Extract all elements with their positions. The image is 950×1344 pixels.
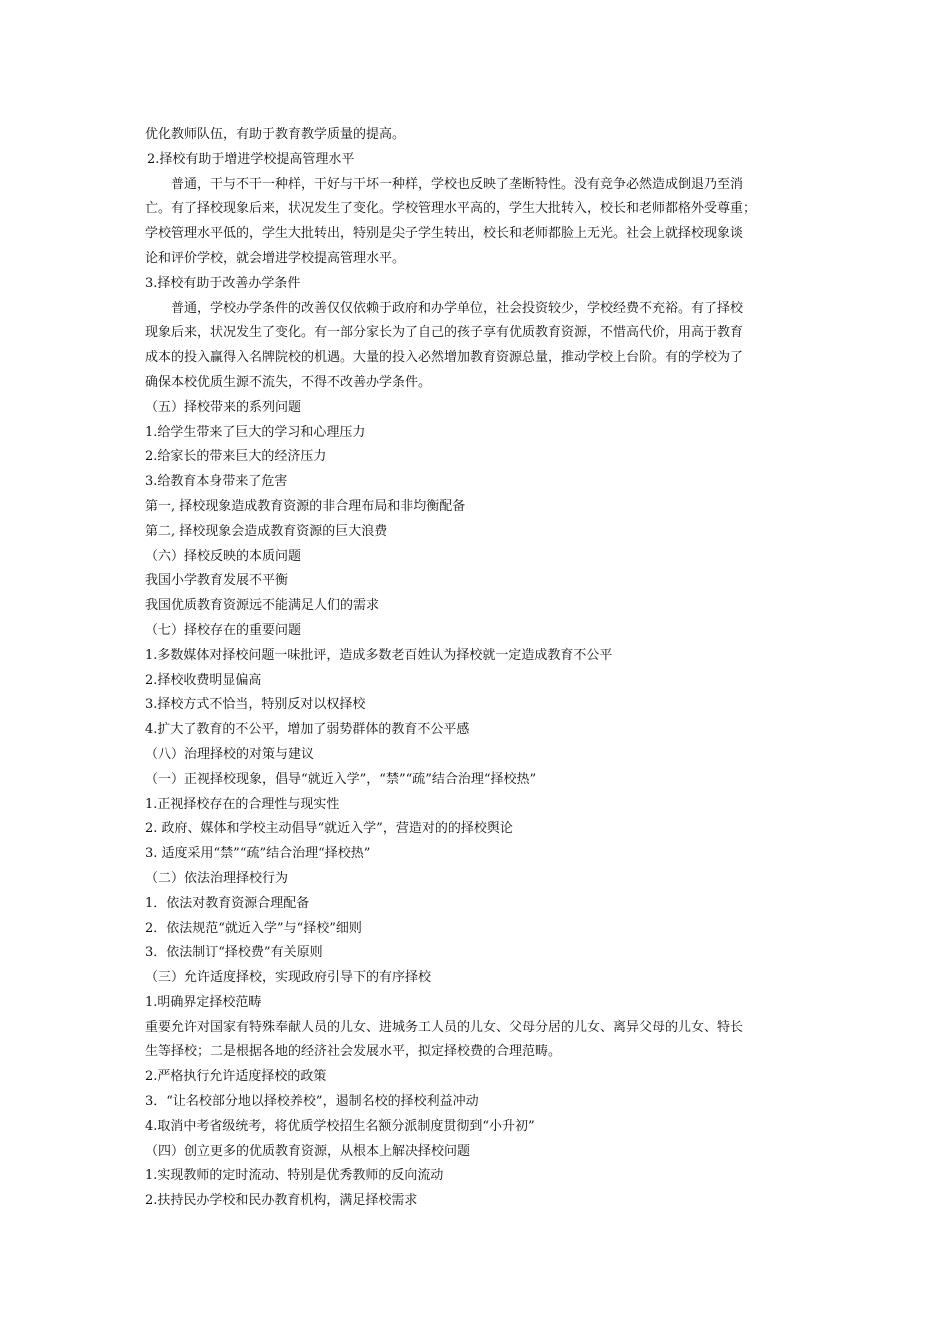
subsection-heading: （四）创立更多的优质教育资源，从根本上解决择校问题 — [145, 1143, 471, 1159]
subsection-heading: （一）正视择校现象，倡导“就近入学”，“禁”“疏”结合治理“择校热” — [145, 771, 537, 787]
list-item: 2. 政府、媒体和学校主动倡导“就近入学”，营造对的的择校舆论 — [145, 821, 513, 837]
document-page — [145, 123, 815, 1214]
list-item: 我国优质教育资源远不能满足人们的需求 — [145, 598, 380, 614]
paragraph-line: 现象后来，状况发生了变化。有一部分家长为了自己的孩子享有优质教育资源，不惜高代价，用高于教育 — [145, 325, 744, 341]
paragraph-line: 普通，干与不干一种样，干好与干坏一种样，学校也反映了垄断特性。没有竞争必然造成倒退乃至消 — [171, 176, 744, 192]
list-item: 2.严格执行允许适度择校的政策 — [145, 1069, 327, 1085]
list-item: 1.明确界定择校范畴 — [145, 994, 262, 1010]
paragraph-line: 亡。有了择校现象后来，状况发生了变化。学校管理水平高的，学生大批转入，校长和老师都格外受尊重； — [145, 201, 757, 217]
text-line: 优化教师队伍，有助于教育教学质量的提高。 — [145, 127, 406, 142]
list-item: 1.多数媒体对择校问题一味批评，造成多数老百姓认为择校就一定造成教育不公平 — [145, 647, 613, 663]
section-heading: （七）择校存在的重要问题 — [145, 622, 302, 638]
subsection-heading: （三）允许适度择校，实现政府引导下的有序择校 — [145, 970, 432, 986]
paragraph-line: 学校管理水平低的，学生大批转出，特别是尖子学生转出，校长和老师都脸上无光。社会上就择校现象谈 — [145, 226, 744, 242]
subsection-heading: （二）依法治理择校行为 — [145, 870, 289, 886]
section-heading: 2.择校有助于增进学校提高管理水平 — [147, 151, 355, 167]
paragraph-line: 重要允许对国家有特殊奉献人员的儿女、进城务工人员的儿女、父母分居的儿女、离异父母的儿女、特长 — [145, 1019, 744, 1035]
list-item: 3.择校方式不恰当，特别反对以权择校 — [145, 697, 366, 713]
list-item: 1．依法对教育资源合理配备 — [145, 895, 310, 911]
paragraph-line: 生等择校；二是根据各地的经济社会发展水平，拟定择校费的合理范畴。 — [145, 1044, 562, 1060]
section-heading: （六）择校反映的本质问题 — [145, 548, 302, 564]
list-item: 3．依法制订“择校费”有关原则 — [145, 945, 323, 961]
list-item: 2.给家长的带来巨大的经济压力 — [145, 449, 327, 465]
list-item: 1.给学生带来了巨大的学习和心理压力 — [145, 424, 366, 440]
list-item: 2.择校收费明显偏高 — [145, 672, 262, 688]
section-heading: 3.择校有助于改善办学条件 — [145, 275, 301, 291]
list-item: 2．依法规范“就近入学”与“择校”细则 — [145, 920, 362, 936]
section-heading: （八）治理择校的对策与建议 — [145, 746, 315, 762]
section-heading: （五）择校带来的系列问题 — [145, 399, 302, 415]
list-item: 1.正视择校存在的合理性与现实性 — [145, 796, 340, 812]
list-item: 2.扶持民办学校和民办教育机构，满足择校需求 — [145, 1193, 418, 1209]
paragraph-line: 成本的投入赢得入名牌院校的机遇。大量的投入必然增加教育资源总量，推动学校上台阶。有的学校为了 — [145, 350, 744, 366]
paragraph-line: 普通，学校办学条件的改善仅仅依赖于政府和办学单位，社会投资较少，学校经费不充裕。有了择校 — [171, 300, 744, 316]
list-item: 第二, 择校现象会造成教育资源的巨大浪费 — [145, 523, 388, 539]
list-item: 3．“让名校部分地以择校养校”，遏制名校的择校利益冲动 — [145, 1094, 479, 1110]
list-item: 我国小学教育发展不平衡 — [145, 573, 289, 589]
list-item: 第一, 择校现象造成教育资源的非合理布局和非均衡配备 — [145, 498, 466, 514]
list-item: 3.给教育本身带来了危害 — [145, 474, 288, 490]
list-item: 1.实现教师的定时流动、特别是优秀教师的反向流动 — [145, 1168, 444, 1184]
list-item: 4.扩大了教育的不公平，增加了弱势群体的教育不公平感 — [145, 722, 470, 738]
paragraph-line: 确保本校优质生源不流失，不得不改善办学条件。 — [145, 374, 432, 390]
list-item: 4.取消中考省级统考，将优质学校招生名额分派制度贯彻到“小升初” — [145, 1118, 535, 1134]
paragraph-line: 论和评价学校，就会增进学校提高管理水平。 — [145, 250, 406, 266]
list-item: 3. 适度采用“禁”“疏”结合治理“择校热” — [145, 846, 371, 862]
